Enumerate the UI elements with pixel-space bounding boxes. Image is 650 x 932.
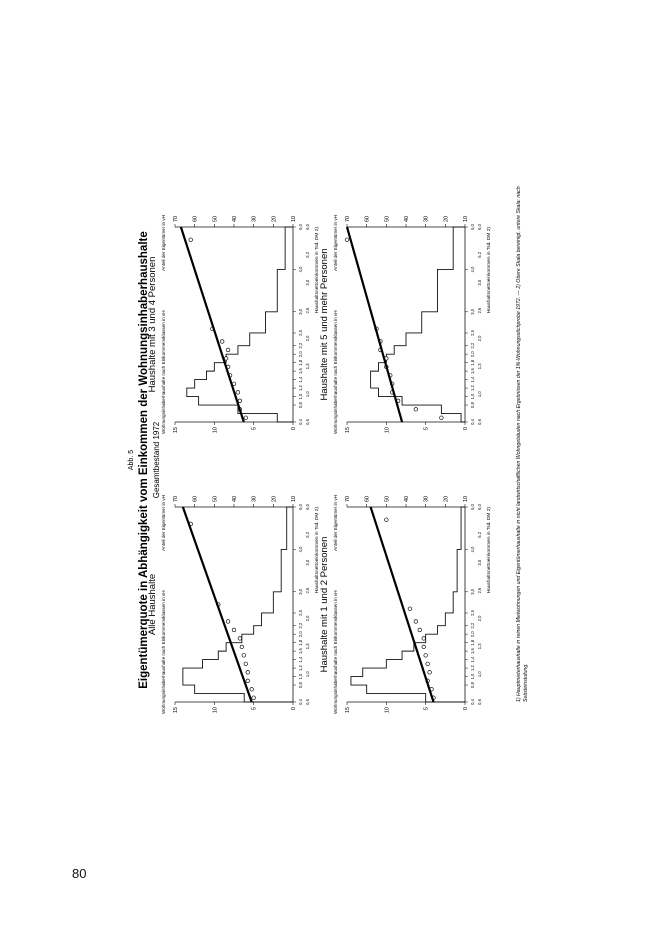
- left-tick-label: 0: [291, 427, 297, 431]
- figure-label: Abb. 5: [128, 449, 135, 471]
- data-point: [244, 662, 248, 666]
- panel-title: Haushalte mit 5 und mehr Personen: [319, 248, 330, 401]
- right-tick-label: 10: [291, 215, 297, 222]
- x-tick-bottom-label: 5,2: [305, 251, 310, 258]
- data-point: [250, 687, 254, 691]
- histogram-steps: [183, 507, 293, 702]
- left-tick-label: 15: [345, 707, 351, 714]
- right-tick-label: 40: [404, 495, 410, 502]
- x-tick-top-label: 1,6: [298, 648, 303, 655]
- right-axis-label: Anteil der Eigentümer in vH: [161, 495, 166, 551]
- x-tick-bottom-label: 1,3: [477, 643, 482, 650]
- x-tick-top-label: 2,0: [470, 351, 475, 358]
- x-tick-bottom-label: 0,6: [477, 419, 482, 425]
- x-tick-bottom-label: 2,0: [477, 335, 482, 342]
- x-tick-bottom-label: 0,6: [477, 699, 482, 705]
- right-tick-label: 60: [364, 495, 371, 502]
- x-tick-bottom-label: 5,2: [305, 531, 310, 538]
- x-tick-top-label: 5,0: [470, 224, 475, 230]
- left-tick-label: 10: [212, 707, 219, 714]
- x-tick-top-label: 2,0: [298, 351, 303, 358]
- right-tick-label: 50: [384, 215, 391, 222]
- x-tick-top-label: 1,2: [470, 665, 475, 672]
- x-tick-top-label: 4,0: [470, 266, 475, 273]
- x-tick-bottom-label: 6,0: [305, 224, 310, 230]
- right-tick-label: 30: [423, 495, 430, 502]
- x-tick-top-label: 1,4: [470, 376, 475, 383]
- data-point: [189, 238, 193, 242]
- x-tick-bottom-label: 0,6: [305, 699, 310, 705]
- x-tick-bottom-label: 3,0: [305, 279, 310, 286]
- x-tick-top-label: 1,2: [298, 665, 303, 672]
- right-tick-label: 20: [443, 215, 450, 222]
- left-tick-label: 5: [423, 707, 430, 711]
- x-tick-top-label: 2,5: [298, 330, 303, 336]
- x-tick-bottom-label: 1,3: [477, 363, 482, 370]
- left-tick-label: 5: [423, 427, 430, 431]
- figure-svg: [115, 180, 535, 740]
- panel-title: Haushalte mit 1 und 2 Personen: [319, 536, 330, 673]
- x-axis-label: Haushaltsnettoeinkommen in Tsd. DM 2): [315, 227, 320, 314]
- right-axis-label: Anteil der Eigentümer in vH: [333, 215, 338, 271]
- right-tick-label: 60: [192, 215, 199, 222]
- page-number: 80: [72, 866, 87, 881]
- x-tick-top-label: 0,4: [298, 419, 303, 425]
- x-tick-top-label: 1,8: [470, 639, 475, 646]
- data-point: [236, 391, 240, 395]
- right-tick-label: 40: [232, 215, 238, 222]
- x-axis-label: Haushaltsnettoeinkommen in Tsd. DM 2): [315, 507, 320, 594]
- x-tick-top-label: 0,8: [470, 402, 475, 408]
- left-tick-label: 10: [384, 707, 391, 714]
- x-tick-top-label: 5,0: [298, 224, 303, 230]
- x-tick-bottom-label: 1,0: [305, 391, 310, 398]
- x-tick-top-label: 0,4: [470, 699, 475, 705]
- x-tick-bottom-label: 1,0: [477, 671, 482, 678]
- histogram-steps: [371, 227, 465, 422]
- left-axis-label: Wohnungsinhaberhaushalte nach Einkommensklassen in vH: [161, 310, 166, 434]
- data-point: [422, 637, 426, 641]
- data-point: [414, 407, 418, 411]
- x-tick-top-label: 5,0: [298, 504, 303, 510]
- x-tick-bottom-label: 3,0: [477, 559, 482, 566]
- data-point: [242, 654, 246, 658]
- x-tick-top-label: 2,0: [298, 631, 303, 638]
- trend-line: [347, 227, 402, 422]
- x-tick-top-label: 5,0: [470, 504, 475, 510]
- panels-group: [147, 215, 492, 714]
- data-point: [244, 416, 248, 420]
- x-tick-bottom-label: 2,6: [305, 307, 310, 314]
- x-tick-top-label: 4,0: [298, 266, 303, 273]
- left-tick-label: 15: [345, 427, 351, 434]
- data-point: [385, 518, 389, 522]
- x-tick-top-label: 2,2: [298, 342, 303, 349]
- chart-panel-4: [319, 215, 492, 434]
- data-point: [226, 348, 230, 352]
- x-tick-top-label: 2,2: [470, 622, 475, 629]
- x-tick-top-label: 2,0: [470, 631, 475, 638]
- x-tick-top-label: 3,0: [470, 588, 475, 595]
- data-point: [345, 238, 349, 242]
- data-point: [238, 399, 242, 403]
- x-tick-top-label: 1,2: [470, 385, 475, 392]
- data-point: [440, 416, 444, 420]
- chart-panel-2: [147, 215, 320, 434]
- left-tick-label: 5: [251, 427, 258, 431]
- left-tick-label: 15: [173, 707, 179, 714]
- right-tick-label: 70: [345, 495, 351, 502]
- x-tick-bottom-label: 0,6: [305, 419, 310, 425]
- footnote-line-2: Sebsteinstufung.: [523, 663, 529, 702]
- data-point: [426, 662, 430, 666]
- right-tick-label: 50: [384, 495, 391, 502]
- data-point: [428, 671, 432, 675]
- x-tick-bottom-label: 5,2: [477, 251, 482, 258]
- right-tick-label: 30: [423, 215, 430, 222]
- x-tick-top-label: 1,4: [470, 656, 475, 663]
- x-axis-label: Haushaltsnettoeinkommen in Tsd. DM 2): [487, 227, 492, 314]
- left-tick-label: 10: [384, 427, 391, 434]
- right-tick-label: 70: [345, 215, 351, 222]
- right-tick-label: 20: [443, 495, 450, 502]
- data-point: [414, 620, 418, 624]
- x-tick-top-label: 0,8: [470, 682, 475, 688]
- x-tick-bottom-label: 6,0: [477, 504, 482, 510]
- x-tick-bottom-label: 1,0: [305, 671, 310, 678]
- x-tick-top-label: 4,0: [298, 546, 303, 553]
- rotated-figure: [115, 180, 535, 740]
- x-tick-bottom-label: 2,0: [477, 615, 482, 622]
- trend-line: [371, 507, 434, 702]
- x-tick-top-label: 1,2: [298, 385, 303, 392]
- x-tick-top-label: 3,0: [298, 308, 303, 315]
- right-tick-label: 10: [463, 495, 469, 502]
- x-tick-top-label: 0,4: [298, 699, 303, 705]
- x-tick-top-label: 2,5: [470, 610, 475, 616]
- right-tick-label: 60: [192, 495, 199, 502]
- x-tick-top-label: 1,6: [298, 368, 303, 375]
- panel-title: Haushalte mit 3 und 4 Personen: [147, 256, 158, 393]
- x-axis-label: Haushaltsnettoeinkommen in Tsd. DM 2): [487, 507, 492, 594]
- panel-title: Alle Haushalte: [147, 573, 158, 636]
- x-tick-bottom-label: 6,0: [477, 224, 482, 230]
- x-tick-bottom-label: 2,6: [477, 307, 482, 314]
- data-point: [424, 654, 428, 658]
- figure-subtitle: Gesamtbestand 1972: [152, 421, 161, 499]
- x-tick-bottom-label: 2,0: [305, 335, 310, 342]
- trend-line: [183, 507, 252, 702]
- left-tick-label: 0: [463, 707, 469, 711]
- x-tick-top-label: 2,5: [298, 610, 303, 616]
- x-tick-bottom-label: 6,0: [305, 504, 310, 510]
- data-point: [220, 340, 224, 344]
- chart-panel-1: [147, 495, 320, 714]
- x-tick-top-label: 3,0: [298, 588, 303, 595]
- right-tick-label: 20: [271, 495, 278, 502]
- x-tick-top-label: 1,8: [470, 359, 475, 366]
- x-tick-top-label: 1,0: [298, 673, 303, 680]
- x-tick-bottom-label: 1,0: [477, 391, 482, 398]
- x-tick-top-label: 3,0: [470, 308, 475, 315]
- left-tick-label: 15: [173, 427, 179, 434]
- x-tick-top-label: 1,4: [298, 376, 303, 383]
- x-tick-bottom-label: 2,6: [477, 587, 482, 594]
- x-tick-top-label: 1,4: [298, 656, 303, 663]
- data-point: [226, 620, 230, 624]
- data-point: [232, 628, 236, 632]
- left-tick-label: 0: [291, 707, 297, 711]
- left-tick-label: 5: [251, 707, 258, 711]
- x-tick-top-label: 1,8: [298, 359, 303, 366]
- data-point: [252, 696, 256, 700]
- x-tick-top-label: 2,2: [470, 342, 475, 349]
- right-tick-label: 70: [173, 215, 179, 222]
- x-tick-top-label: 1,6: [470, 648, 475, 655]
- left-tick-label: 10: [212, 427, 219, 434]
- x-tick-top-label: 0,8: [298, 682, 303, 688]
- right-tick-label: 30: [251, 495, 258, 502]
- trend-line: [181, 227, 244, 422]
- x-tick-top-label: 1,0: [298, 393, 303, 400]
- x-tick-top-label: 2,2: [298, 622, 303, 629]
- left-axis-label: Wohnungsinhaberhaushalte nach Einkommensklassen in vH: [161, 590, 166, 714]
- x-tick-top-label: 4,0: [470, 546, 475, 553]
- right-tick-label: 50: [212, 495, 219, 502]
- x-tick-bottom-label: 2,6: [305, 587, 310, 594]
- right-tick-label: 60: [364, 215, 371, 222]
- right-tick-label: 50: [212, 215, 219, 222]
- x-tick-top-label: 1,6: [470, 368, 475, 375]
- right-tick-label: 40: [232, 495, 238, 502]
- x-tick-bottom-label: 1,3: [305, 363, 310, 370]
- left-axis-label: Wohnungsinhaberhaushalte nach Einkommensklassen in vH: [333, 590, 338, 714]
- x-tick-top-label: 2,5: [470, 330, 475, 336]
- right-tick-label: 10: [463, 215, 469, 222]
- right-tick-label: 40: [404, 215, 410, 222]
- data-point: [408, 607, 412, 611]
- x-tick-top-label: 1,8: [298, 639, 303, 646]
- right-axis-label: Anteil der Eigentümer in vH: [333, 495, 338, 551]
- left-axis-label: Wohnungsinhaberhaushalte nach Einkommensklassen in vH: [333, 310, 338, 434]
- x-tick-bottom-label: 2,0: [305, 615, 310, 622]
- x-tick-top-label: 1,0: [470, 673, 475, 680]
- chart-panel-3: [319, 495, 492, 714]
- footnote-line-1: 1) Hauptmieterhaushalte in reinen Mietwohnungen und Eigentümerhaushalte in nicht landwirtschaftlichen Wohngebäuden nach Ergebnissen der 1%-Wohnungsstichprobe 1972. — 2) Obere Skala bereinigt, untere Skala: nach: [516, 186, 522, 702]
- x-tick-top-label: 0,8: [298, 402, 303, 408]
- data-point: [246, 679, 250, 683]
- left-tick-label: 0: [463, 427, 469, 431]
- right-axis-label: Anteil der Eigentümer in vH: [161, 215, 166, 271]
- x-tick-top-label: 1,0: [470, 393, 475, 400]
- right-tick-label: 70: [173, 495, 179, 502]
- data-point: [238, 637, 242, 641]
- data-point: [246, 671, 250, 675]
- data-point: [240, 645, 244, 649]
- data-point: [422, 645, 426, 649]
- data-point: [418, 628, 422, 632]
- x-tick-bottom-label: 3,0: [477, 279, 482, 286]
- x-tick-bottom-label: 3,0: [305, 559, 310, 566]
- figure-title: Eigentümerquote in Abhängigkeit vom Einkommen der Wohnungsinhaberhaushalte: [138, 231, 150, 689]
- right-tick-label: 10: [291, 495, 297, 502]
- right-tick-label: 30: [251, 215, 258, 222]
- x-tick-top-label: 0,4: [470, 419, 475, 425]
- histogram-steps: [351, 507, 465, 702]
- right-tick-label: 20: [271, 215, 278, 222]
- x-tick-bottom-label: 5,2: [477, 531, 482, 538]
- x-tick-bottom-label: 1,3: [305, 643, 310, 650]
